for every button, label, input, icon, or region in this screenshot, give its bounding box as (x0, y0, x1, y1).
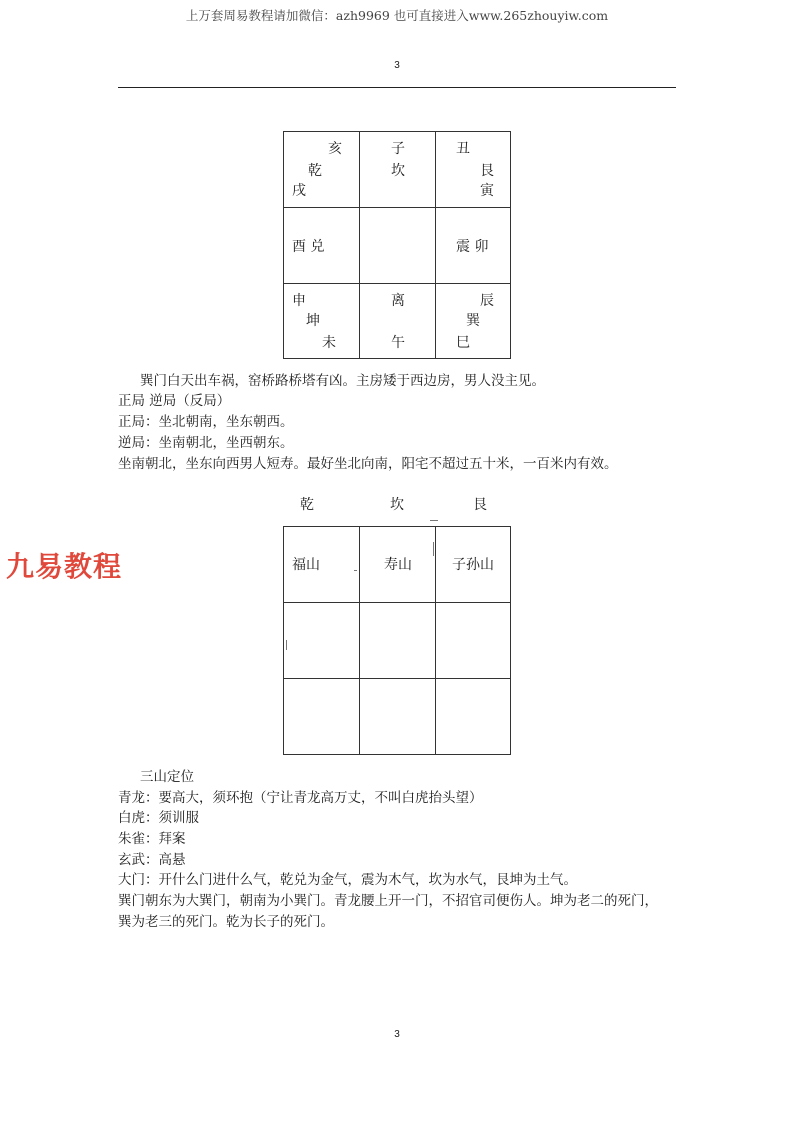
text-line: 巽门朝东为大巽门，朝南为小巽门。青龙腰上开一门，不招官司便伤人。坤为老二的死门， (118, 893, 658, 909)
label-fu-shan: 福山 (292, 557, 320, 573)
glyph-you-dui: 酉 兑 (292, 239, 325, 255)
glyph-kun: 坤 (306, 313, 320, 329)
cell-northwest (283, 131, 360, 208)
glyph-chou: 丑 (456, 141, 470, 157)
bagua-grid (283, 131, 511, 359)
cell-center (359, 207, 436, 284)
cell-east (435, 207, 511, 284)
cell-zisun-shan (435, 526, 511, 603)
header-rule (118, 87, 676, 88)
text-line: 坐南朝北，坐东向西男人短寿。最好坐北向南，阳宅不超过五十米，一百米内有效。 (118, 456, 618, 472)
cell-northeast (435, 131, 511, 208)
text-line: 正局 逆局（反局） (118, 393, 231, 409)
text-line: 白虎：须训服 (118, 810, 199, 826)
grid2-cell (283, 678, 360, 755)
cell-north (359, 131, 436, 208)
cell-west (283, 207, 360, 284)
label-shou-shan: 寿山 (384, 557, 412, 573)
cell-southwest (283, 283, 360, 359)
text-line: 正局：坐北朝南，坐东朝西。 (118, 414, 294, 430)
cell-south (359, 283, 436, 359)
cell-shou-shan (359, 526, 436, 603)
cell-southeast (435, 283, 511, 359)
grid2-cell (359, 602, 436, 679)
text-line: 青龙：要高大，须环抱（宁让青龙高万丈，不叫白虎抬头望） (118, 790, 483, 806)
glyph-zhen-mao: 震 卯 (456, 239, 489, 255)
grid2-cell (359, 678, 436, 755)
text-line: 玄武：高悬 (118, 852, 186, 868)
cell-fu-shan (283, 526, 360, 603)
text-line: 三山定位 (140, 769, 194, 785)
glyph-qian: 乾 (308, 163, 322, 179)
text-line: 巽门白天出车祸，窑桥路桥塔有凶。主房矮于西边房，男人没主见。 (140, 373, 545, 389)
grid2-header-kan: 坎 (390, 497, 404, 513)
three-mountains-grid (283, 526, 511, 755)
header-contact-text: 上万套周易教程请加微信：azh9969 也可直接进入www.265zhouyiw.com (185, 8, 609, 23)
glyph-si: 巳 (456, 335, 470, 351)
grid2-cell (435, 678, 511, 755)
scan-artifact (286, 640, 287, 650)
text-line: 大门：开什么门进什么气，乾兑为金气，震为木气，坎为水气，艮坤为土气。 (118, 872, 577, 888)
text-line: 朱雀：拜案 (118, 831, 186, 847)
glyph-yin: 寅 (480, 183, 494, 199)
glyph-li: 离 (391, 293, 405, 309)
page-number-top: 3 (394, 60, 400, 71)
glyph-wei: 未 (322, 335, 336, 351)
text-line: 逆局：坐南朝北，坐西朝东。 (118, 435, 294, 451)
glyph-shen: 申 (292, 293, 306, 309)
glyph-hai: 亥 (328, 141, 342, 157)
watermark-logo: 九易教程 (6, 550, 123, 583)
glyph-chen: 辰 (480, 293, 494, 309)
label-zisun-shan: 子孙山 (452, 557, 494, 573)
glyph-kan: 坎 (391, 163, 405, 179)
glyph-gen: 艮 (480, 163, 494, 179)
glyph-xu: 戌 (292, 183, 306, 199)
grid2-cell (283, 602, 360, 679)
grid2-header-gen: 艮 (473, 497, 487, 513)
page-number-bottom: 3 (394, 1029, 400, 1040)
text-line: 巽为老三的死门。乾为长子的死门。 (118, 914, 334, 930)
glyph-wu: 午 (391, 335, 405, 351)
scan-artifact (430, 520, 438, 521)
grid2-cell (435, 602, 511, 679)
scan-artifact (354, 570, 357, 571)
glyph-xun: 巽 (466, 313, 480, 329)
glyph-zi: 子 (391, 141, 405, 157)
scan-artifact (433, 542, 434, 556)
grid2-header-qian: 乾 (300, 497, 314, 513)
